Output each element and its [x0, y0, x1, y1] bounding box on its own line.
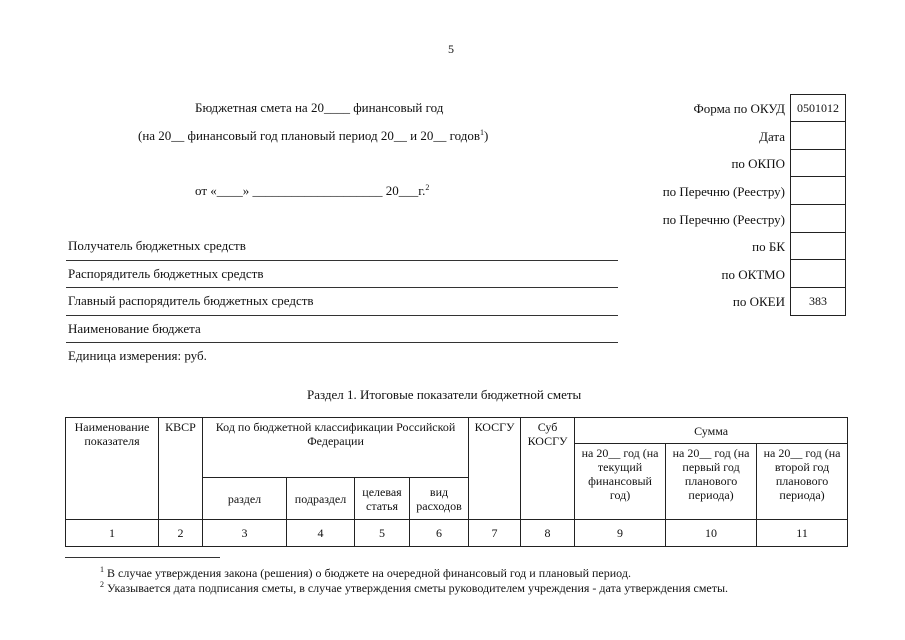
code-box-registry-1: [790, 177, 846, 205]
field-chief-manager: Главный распорядитель бюджетных средств: [68, 293, 314, 308]
field-unit: Единица измерения: руб.: [68, 348, 207, 363]
code-label-okei: по ОКЕИ: [732, 294, 785, 309]
col-number: 6: [410, 520, 469, 547]
code-label-oktmo: по ОКТМО: [721, 267, 785, 282]
code-box-date: [790, 122, 846, 150]
field-recipient: Получатель бюджетных средств: [68, 238, 246, 253]
field-chief-manager-line: [66, 315, 618, 316]
footnote-ref-2: 2: [425, 183, 430, 192]
col-number: 7: [469, 520, 521, 547]
page-number: 5: [448, 42, 454, 56]
col-number: 2: [159, 520, 203, 547]
header-expense-type: вид расходов: [410, 478, 469, 520]
date-text: от «____» ____________________ 20___г.: [195, 183, 426, 198]
header-year-current: на 20__ год (на текущий финансовый год): [575, 444, 666, 520]
code-label-okpo: по ОКПО: [731, 156, 785, 171]
subtitle-end: ): [484, 128, 489, 143]
footnote-divider: [65, 557, 220, 558]
header-kvsr: КВСР: [159, 418, 203, 520]
col-number: 5: [355, 520, 410, 547]
field-manager: Распорядитель бюджетных средств: [68, 266, 264, 281]
code-box-okpo: [790, 150, 846, 177]
code-label-date: Дата: [759, 129, 785, 144]
field-budget-name-line: [66, 342, 618, 343]
header-sub-kosgu: Суб КОСГУ: [521, 418, 575, 520]
code-label-okud: Форма по ОКУД: [693, 101, 785, 116]
field-manager-line: [66, 287, 618, 288]
header-section: раздел: [203, 478, 287, 520]
col-number: 9: [575, 520, 666, 547]
col-number: 10: [666, 520, 757, 547]
footnote-2-mark: 2: [100, 580, 104, 589]
col-number: 11: [757, 520, 848, 547]
code-box-oktmo: [790, 260, 846, 288]
table-row: [66, 520, 848, 547]
code-box-bk: [790, 233, 846, 260]
field-budget-name: Наименование бюджета: [68, 321, 201, 336]
col-number: 4: [287, 520, 355, 547]
col-number: 1: [66, 520, 159, 547]
col-number: 8: [521, 520, 575, 547]
header-year-second-plan: на 20__ год (на второй год планового периода): [757, 444, 848, 520]
header-classification-code: Код по бюджетной классификации Российской Федерации: [203, 418, 469, 478]
document-date-line: [195, 183, 429, 199]
footnote-1-text: В случае утверждения закона (решения) о бюджете на очередной финансовый год и плановый период.: [104, 566, 631, 580]
code-box-okud: 0501012: [790, 94, 846, 122]
footnote-2-text: Указывается дата подписания сметы, в случае утверждения сметы руководителем учреждения - дата утверждения сметы.: [104, 581, 729, 595]
header-sum: Сумма: [575, 418, 848, 444]
code-box-okei: 383: [790, 288, 846, 316]
header-target-article: целевая статья: [355, 478, 410, 520]
footnote-1-mark: 1: [100, 565, 104, 574]
section-title: Раздел 1. Итоговые показатели бюджетной сметы: [307, 387, 582, 402]
field-recipient-line: [66, 260, 618, 261]
header-subsection: подраздел: [287, 478, 355, 520]
document-subtitle: [138, 128, 488, 144]
header-indicator-name: Наименование показателя: [66, 418, 159, 520]
code-label-registry-2: по Перечню (Реестру): [662, 212, 785, 227]
header-year-first-plan: на 20__ год (на первый год планового периода): [666, 444, 757, 520]
code-label-bk: по БК: [752, 239, 785, 254]
header-kosgu: КОСГУ: [469, 418, 521, 520]
col-number: 3: [203, 520, 287, 547]
budget-table: [65, 417, 848, 547]
footnote-ref-1: 1: [480, 128, 484, 137]
document-title: Бюджетная смета на 20____ финансовый год: [195, 100, 444, 115]
code-label-registry-1: по Перечню (Реестру): [662, 184, 785, 199]
footnote-1: [100, 565, 631, 581]
footnote-2: [100, 580, 728, 596]
subtitle-text: (на 20__ финансовый год плановый период 20__ и 20__ годов: [138, 128, 480, 143]
code-box-registry-2: [790, 205, 846, 233]
